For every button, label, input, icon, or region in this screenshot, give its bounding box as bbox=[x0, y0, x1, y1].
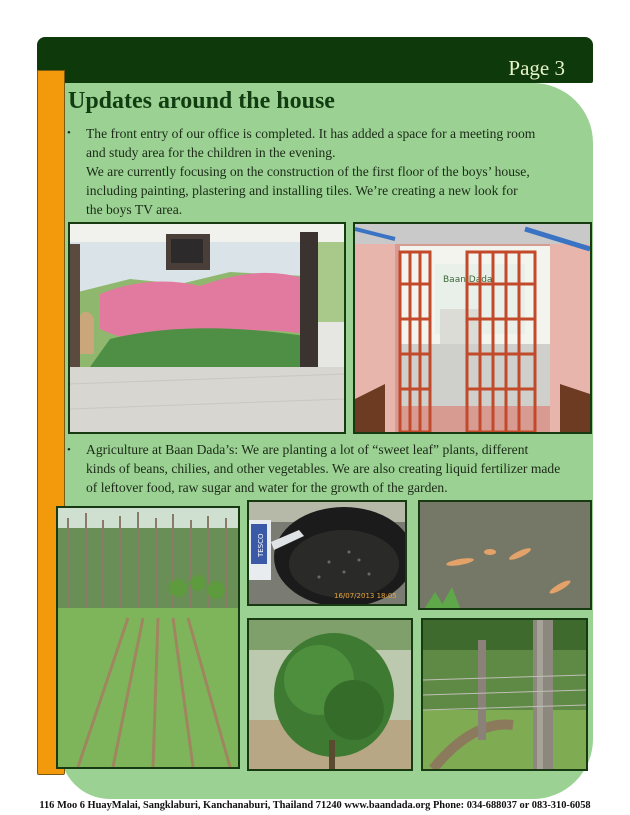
photo-tv-area bbox=[68, 222, 346, 434]
date-stamp: 16/07/2013 18:05 bbox=[334, 592, 397, 600]
photo-front-entry bbox=[353, 222, 592, 434]
header-bar bbox=[37, 37, 593, 83]
front-entry-image bbox=[355, 224, 590, 432]
section-title: Updates around the house bbox=[68, 88, 335, 114]
paragraph-line: the boys TV area. bbox=[86, 202, 183, 217]
photo-field bbox=[56, 506, 240, 769]
paragraph-line: kinds of beans, chilies, and other vegetables. We are also creating liquid fertilizer made bbox=[86, 461, 561, 476]
paragraph-line: of leftover food, raw sugar and water for the growth of the garden. bbox=[86, 480, 448, 495]
photo-fertilizer bbox=[247, 500, 407, 606]
fertilizer-image bbox=[249, 502, 405, 604]
fence-trees-image bbox=[423, 620, 586, 769]
paragraph-line: and study area for the children in the evening. bbox=[86, 145, 336, 160]
photo-fish-pond bbox=[418, 500, 592, 610]
page-number: Page 3 bbox=[508, 56, 565, 80]
footer-contact: 116 Moo 6 HuayMalai, Sangklaburi, Kanchanaburi, Thailand 71240 www.baandada.org Phone: 034-688037 or 083-310-6058 bbox=[39, 800, 591, 811]
bullet-icon: • bbox=[67, 127, 71, 139]
fish-pond-image bbox=[420, 502, 590, 608]
bottle-label: TESCO bbox=[257, 533, 265, 557]
bullet-icon: • bbox=[67, 444, 71, 456]
paragraph-line: Agriculture at Baan Dada’s: We are planting a lot of “sweet leaf” plants, different bbox=[86, 442, 529, 457]
paragraph-line: We are currently focusing on the construction of the first floor of the boys’ house, bbox=[86, 164, 530, 179]
photo-shrub bbox=[247, 618, 413, 771]
photo-fence-trees bbox=[421, 618, 588, 771]
shrub-image bbox=[249, 620, 411, 769]
paragraph-line: The front entry of our office is completed. It has added a space for a meeting room bbox=[86, 126, 536, 141]
paragraph-line: including painting, plastering and installing tiles. We’re creating a new look for bbox=[86, 183, 518, 198]
tv-area-image bbox=[70, 224, 344, 432]
wall-sign-text: Baan Dada bbox=[443, 275, 493, 285]
field-image bbox=[58, 508, 238, 767]
